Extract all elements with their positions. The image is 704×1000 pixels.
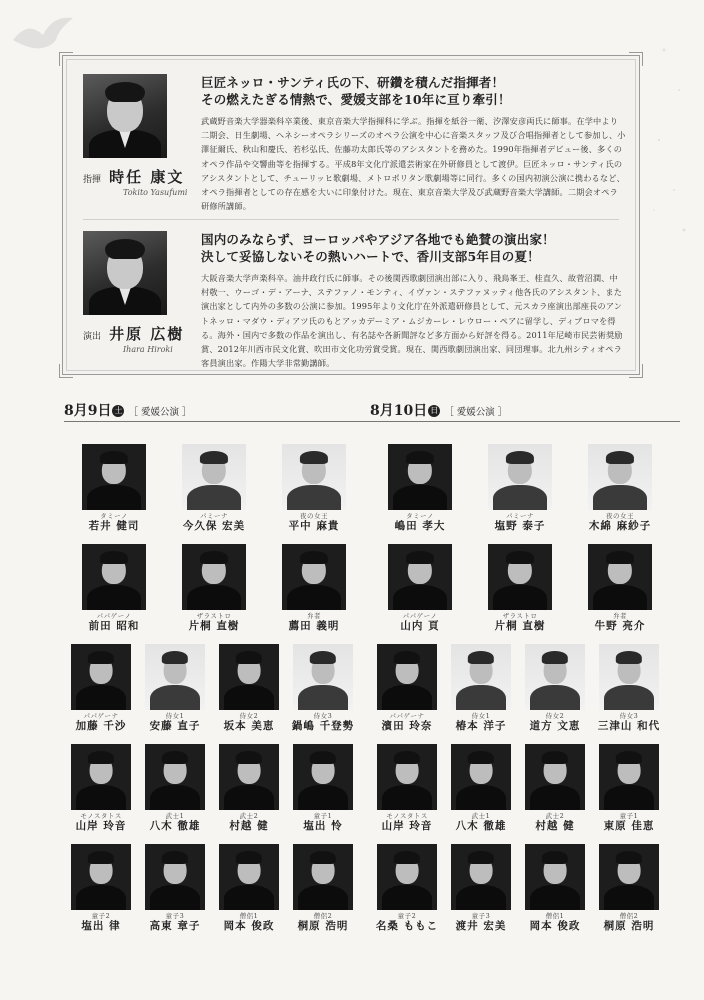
cast-member <box>518 744 592 833</box>
cast-photo <box>525 844 585 910</box>
cast-photo <box>451 644 511 710</box>
cast-role: 僧侶2 <box>619 912 639 920</box>
cast-member <box>212 744 286 833</box>
cast-role: 僧侶2 <box>313 912 333 920</box>
cast-member <box>592 844 666 933</box>
cast-photo <box>377 844 437 910</box>
cast-name: 桐原 浩明 <box>603 920 655 932</box>
cast-name: 濱田 玲奈 <box>381 720 433 732</box>
cast-role: 武士1 <box>165 812 185 820</box>
cast-name: 加藤 千沙 <box>75 720 127 732</box>
conductor-bio: 武蔵野音楽大学器楽科卒業後、東京音楽大学指揮科に学ぶ。指揮を紙谷一衛、汐澤安彦両氏に師事。在学中より二期会、日生劇場、ヘネシーオペラシリーズのオペラ公演を中心に音楽スタッフ及び合唱指揮者として参加し、小澤征爾氏、秋山和慶氏、若杉弘氏、佐藤功太郎氏等のアシスタントを務めた。1990年指揮者デビュー後、多くのオペラ作品や交響曲等を指揮する。平成8年文化庁派遣芸術家在外研修員として渡伊。巨匠ネッロ・サンティ氏のアシスタントとして、チューリッヒ歌劇場、メトロポリタン歌劇場等に同行。多くの国内初演公演に携わるなど、オペラ指揮者としての存在感を大いに印象付けた。現在、東京音楽大学及び武蔵野音楽大学講師。二期会オペラ研修所講師。 <box>201 116 626 212</box>
cast-member <box>286 744 360 833</box>
cast-photo <box>293 744 353 810</box>
cast-member <box>64 544 164 633</box>
cast-role: タミーノ <box>406 512 434 520</box>
director-role: 演出 <box>83 332 102 342</box>
director-photo <box>83 231 167 315</box>
cast-member <box>370 644 444 733</box>
cast-photo <box>377 744 437 810</box>
cast-name: 塩野 泰子 <box>494 520 546 532</box>
cast-role: 侍女2 <box>545 712 565 720</box>
cast-member <box>470 544 570 633</box>
cast-name: 桐原 浩明 <box>297 920 349 932</box>
cast-member <box>370 444 470 533</box>
cast-photo <box>71 644 131 710</box>
conductor-roman: Tokito Yasufumi <box>123 188 188 197</box>
cast-role: 侍女3 <box>619 712 639 720</box>
cast-member <box>570 444 670 533</box>
venue-label: ［ 愛媛公演 ］ <box>128 407 192 418</box>
cast-role: 武士2 <box>545 812 565 820</box>
cast-role: 弁者 <box>613 612 627 620</box>
cast-photo <box>219 744 279 810</box>
cast-member <box>164 544 264 633</box>
cast-role: 弁者 <box>307 612 321 620</box>
cast-photo <box>599 844 659 910</box>
cast-member <box>64 444 164 533</box>
cast-member <box>212 844 286 933</box>
cast-member <box>444 744 518 833</box>
cast-photo <box>451 744 511 810</box>
cast-name: 嶋田 孝大 <box>394 520 446 532</box>
cast-role: 夜の女王 <box>606 512 634 520</box>
cast-role: パパゲーナ <box>83 712 119 720</box>
sparkle-decoration <box>644 30 694 250</box>
cast-photo <box>82 444 146 510</box>
cast-name: 安藤 直子 <box>149 720 201 732</box>
date-header <box>64 400 374 422</box>
cast-role: 侍女3 <box>313 712 333 720</box>
cast-role: 童子3 <box>471 912 491 920</box>
cast-name: 片桐 直樹 <box>494 620 546 632</box>
cast-photo <box>82 544 146 610</box>
cast-name: 八木 徹雄 <box>455 820 507 832</box>
cast-name: 若井 健司 <box>88 520 140 532</box>
headline-line: 決して妥協しないその熱いハートで、香川支部5年目の夏！ <box>201 249 540 264</box>
director-bio: 大阪音楽大学声楽科卒。油井政行氏に師事。その後関西歌劇団演出部に入り、飛鳥峯王、桂直久、故菅沼潤、中村敬一、ウーゴ・デ・アーナ、ステファノ・モンティ、イヴァン・ステファヌッティ他各氏のアシスタント、また演出家として内外の多数の公演に参加。1995年より文化庁在外派遣研修員として、元スカラ座演出部座長のアントネッロ・マダウ・ディアツ氏のもとアッカデーミア・ムジカーレ・レウロー・ペアに留学し、ディプロマを得る。海外・国内で多数の作品を演出し、有名誌や各新聞評など多方面から好評を得る。2011年尼崎市民芸術奨励賞、2012年川西市民文化賞、吹田市文化功労賞受賞。現在、関西歌劇団演出家、同団理事。北九州シティオペラ客員演出家。作陽大学非常勤講師。 <box>201 273 623 369</box>
performance-aug9 <box>64 400 374 932</box>
cast-name: 岡本 俊政 <box>223 920 275 932</box>
cast-name: 山岸 玲音 <box>75 820 127 832</box>
conductor-headline <box>201 74 626 108</box>
cast-member <box>64 844 138 933</box>
cast-role: 僧侶1 <box>545 912 565 920</box>
cast-role: 童子3 <box>165 912 185 920</box>
cast-name: 東原 佳恵 <box>603 820 655 832</box>
cast-member <box>518 644 592 733</box>
cast-photo <box>377 644 437 710</box>
performance-date: 8月10日 <box>370 403 428 419</box>
cast-name: 塩出 怜 <box>303 820 343 832</box>
cast-photo <box>525 744 585 810</box>
cast-photo <box>388 544 452 610</box>
cast-member <box>138 744 212 833</box>
performance-aug10 <box>370 400 680 932</box>
cast-photo <box>219 844 279 910</box>
cast-member <box>592 644 666 733</box>
cast-name: 坂本 美恵 <box>223 720 275 732</box>
cast-photo <box>488 544 552 610</box>
cast-name: 高東 章子 <box>149 920 201 932</box>
staff-box <box>62 55 640 375</box>
cast-name: 木綿 麻紗子 <box>588 520 652 532</box>
date-header <box>370 400 680 422</box>
cast-name: 名桑 ももこ <box>375 920 439 932</box>
day-of-week-badge: 日 <box>430 406 439 415</box>
director-text <box>201 231 626 370</box>
director-name-block <box>83 323 193 354</box>
cast-member <box>212 644 286 733</box>
headline-line: 国内のみならず、ヨーロッパやアジア各地でも絶賛の演出家！ <box>201 232 555 247</box>
cast-member <box>370 744 444 833</box>
director-headline <box>201 231 626 265</box>
cast-role: パミーナ <box>200 512 228 520</box>
cast-role: パパゲーノ <box>96 612 132 620</box>
cast-member <box>470 444 570 533</box>
cast-name: 岡本 俊政 <box>529 920 581 932</box>
cast-role: モノスタトス <box>80 812 122 820</box>
cast-photo <box>293 844 353 910</box>
cast-role: パパゲーノ <box>402 612 438 620</box>
cast-role: 武士1 <box>471 812 491 820</box>
cast-name: 道方 文恵 <box>529 720 581 732</box>
cast-role: パパゲーナ <box>389 712 425 720</box>
cast-member <box>370 844 444 933</box>
cast-role: ザラストロ <box>196 612 232 620</box>
cast-member <box>138 844 212 933</box>
cast-role: ザラストロ <box>502 612 538 620</box>
conductor-name: 時任 康文 <box>109 168 185 186</box>
cast-member <box>286 844 360 933</box>
cast-role: 侍女2 <box>239 712 259 720</box>
cast-name: 平中 麻貴 <box>288 520 340 532</box>
cast-role: 童子2 <box>91 912 111 920</box>
cast-photo <box>145 644 205 710</box>
cast-name: 村越 健 <box>535 820 575 832</box>
cast-role: 侍女1 <box>471 712 491 720</box>
cast-name: 八木 徹雄 <box>149 820 201 832</box>
cast-photo <box>525 644 585 710</box>
cast-name: 村越 健 <box>229 820 269 832</box>
cast-name: 三津山 和代 <box>597 720 661 732</box>
cast-photo <box>293 644 353 710</box>
conductor-name-block <box>83 166 193 197</box>
cast-photo <box>219 644 279 710</box>
cast-member <box>518 844 592 933</box>
headline-line: 巨匠ネッロ・サンティ氏の下、研鑽を積んだ指揮者！ <box>201 75 505 90</box>
cast-member <box>286 644 360 733</box>
cast-role: タミーノ <box>100 512 128 520</box>
cast-member <box>264 544 364 633</box>
cast-name: 塩出 律 <box>81 920 121 932</box>
cast-name: 前田 昭和 <box>88 620 140 632</box>
cast-photo <box>451 844 511 910</box>
cast-photo <box>388 444 452 510</box>
cast-name: 牛野 亮介 <box>594 620 646 632</box>
director-name: 井原 広樹 <box>109 325 185 343</box>
cast-photo <box>599 744 659 810</box>
cast-role: 童子2 <box>397 912 417 920</box>
cast-member <box>64 744 138 833</box>
cast-photo <box>71 744 131 810</box>
cast-member <box>138 644 212 733</box>
conductor-role: 指揮 <box>83 175 102 185</box>
director-roman: Ihara Hiroki <box>123 345 173 354</box>
cast-name: 渡井 宏美 <box>455 920 507 932</box>
cast-name: 今久保 宏美 <box>182 520 246 532</box>
venue-label: ［ 愛媛公演 ］ <box>444 407 508 418</box>
cast-member <box>64 644 138 733</box>
cast-role: 童子1 <box>313 812 333 820</box>
cast-photo <box>145 744 205 810</box>
cast-role: 侍女1 <box>165 712 185 720</box>
cast-photo <box>71 844 131 910</box>
cast-role: 武士2 <box>239 812 259 820</box>
cast-role: モノスタトス <box>386 812 428 820</box>
cast-name: 鍋嶋 千登勢 <box>291 720 355 732</box>
cast-member <box>264 444 364 533</box>
cast-member <box>164 444 264 533</box>
cast-name: 薦田 義明 <box>288 620 340 632</box>
cast-name: 片桐 直樹 <box>188 620 240 632</box>
cast-photo <box>145 844 205 910</box>
cast-role: 僧侶1 <box>239 912 259 920</box>
cast-member <box>570 544 670 633</box>
performance-date: 8月9日 <box>64 403 112 419</box>
cast-photo <box>588 444 652 510</box>
cast-role: パミーナ <box>506 512 534 520</box>
cast-member <box>444 644 518 733</box>
cast-photo <box>282 544 346 610</box>
conductor-photo <box>83 74 167 158</box>
cast-role: 童子1 <box>619 812 639 820</box>
cast-photo <box>182 444 246 510</box>
cast-name: 椿本 洋子 <box>455 720 507 732</box>
cast-member <box>370 544 470 633</box>
cast-name: 山内 頁 <box>400 620 440 632</box>
cast-name: 山岸 玲音 <box>381 820 433 832</box>
cast-photo <box>599 644 659 710</box>
cast-photo <box>488 444 552 510</box>
cast-photo <box>182 544 246 610</box>
headline-line: その燃えたぎる情熱で、愛媛支部を10年に亘り牽引！ <box>201 92 511 107</box>
cast-member <box>444 844 518 933</box>
cast-photo <box>588 544 652 610</box>
divider <box>83 219 619 220</box>
cast-photo <box>282 444 346 510</box>
cast-role: 夜の女王 <box>300 512 328 520</box>
day-of-week-badge: 土 <box>114 406 123 415</box>
conductor-text <box>201 74 626 213</box>
cast-member <box>592 744 666 833</box>
